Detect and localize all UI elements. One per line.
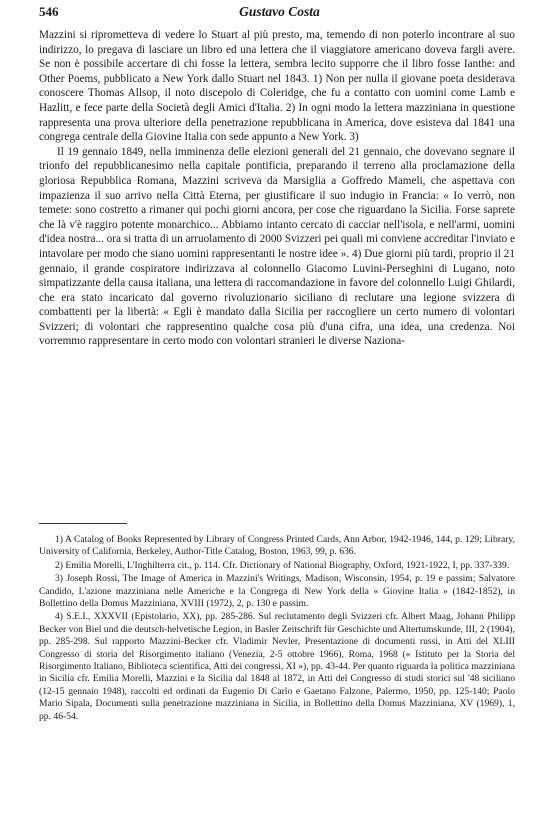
footnote-2: 2) Emilia Morelli, L'Inghilterra cit., p. 114. Cfr. Dictionary of National Biography, Oxford, 1921-1922, I, pp. 337-339. [55,559,510,571]
page-header [39,4,520,26]
footnotes [39,534,515,724]
footnote-4: 4) S.E.I., XXXVII (Epistolario, XX), pp. 285-286. Sul reclutamento degli Svizzeri cfr. Albert Maag, Johann Philipp Becker von Biel und die deutsch-helvetische Legion, in Basler Zeitschrift für Geschichte und Altertumskunde, III, 2 (1904), pp. 285-298. Sul rapporto Mazzini-Becker cfr. Vladimir Nevler, Presentazione di documenti russi, in Atti del XLIII Congresso di storia del Risorgimento italiano (Venezia, 2-5 ottobre 1966), Roma, 1968 (« Istituto per la Storia del Risorgimento Italiano, Biblioteca scientifica, Atti dei congressi, XI »), pp. 43-44. Per quanto riguarda la politica mazziniana in Sicilia cfr. Emilia Morelli, Mazzini e la Sicilia dal 1848 al 1872, in Atti del Congresso di studi storici sul '48 siciliano (12-15 gennaio 1948), raccolti ed ordinati da Eugenio Di Carlo e Gaetano Falzone, Palermo, 1950, pp. 125-140; Paolo Mario Sipala, Documenti sulla penetrazione mazziniana in Sicilia, in Bollettino della Domus Mazziniana, XV (1969), 1, pp. 46-54. [39,611,515,722]
page-number: 546 [39,4,59,19]
paragraph-1: Mazzini si riprometteva di vedere lo Stuart al più presto, ma, temendo di non poterlo incontrare al suo indirizzo, lo pregava di lasciare un libro ed una lettera che il viaggiatore americano doveva fargli avere. Se non è possibile accertare di chi fosse la lettera, sembra lecito supporre che il libro fosse Ianthe: and Other Poems, pubblicato a New York dallo Stuart nel 1843. 1) Non per nulla il giovane poeta desiderava conoscere Thomas Allsop, il noto discepolo di Coleridge, che fu a contatto con uomini come Lamb e Hazlitt, e fece parte della Società degli Amici d'Italia. 2) In ogni modo la lettera mazziniana in questione rappresenta una prova ulteriore della penetrazione repubblicana in America, dove esisteva dal 1841 una congrega centrale della Giovine Italia con sede appunto a New York. 3) [39,29,515,144]
body-text [39,28,515,349]
footnote-1: 1) A Catalog of Books Represented by Library of Congress Printed Cards, Ann Arbor, 1942-1946, 144, p. 129; Library, University of California, Berkeley, Author-Title Catalog, Boston, 1963, 99, p. 636. [39,534,515,558]
paragraph-2: Il 19 gennaio 1849, nella imminenza delle elezioni generali del 21 gennaio, che dovevano segnare il trionfo del repubblicanesimo nella capitale pontificia, preparando il terreno alla proclamazione della gloriosa Repubblica Romana, Mazzini scriveva da Marsiglia a Goffredo Mameli, che aspettava con impazienza il suo arrivo nella Città Eterna, per giustificare il suo indugio in Francia: « Io verrò, non temete: sono costretto a rimaner qui pochi giorni ancora, per cose che riguardano la Sicilia. Forse saprete che là v'è raggiro potente monarchico... Abbiamo intanto cercato di cacciar nell'isola, e nell'armi, uomini d'idea nostra... ora si tratta di un arruolamento di 2000 Svizzeri pei quali mi conviene accreditar l'inviato e intavolare per modo che siano uomini rappresentanti le nostre idee ». 4) Due giorni più tardi, proprio il 21 gennaio, il grande cospiratore indirizzava al colonnello Giacomo Luvini-Perseghini di Lugano, noto simpatizzante della causa italiana, una lettera di raccomandazione in favore del colonnello Luigi Ghilardi, che era stato incaricato dal governo rivoluzionario siciliano di reclutare una legione svizzera di combattenti per la libertà: « Egli è mandato dalla Sicilia per raccogliere un certo numero di volontari Svizzeri; di volontari che rappresentino qualche cosa più d'una cifra, una idea, una credenza. Noi vorremmo rappresentare in certo modo con volontari stranieri le diverse Naziona- [39,145,515,348]
running-head: Gustavo Costa [239,4,320,19]
footnote-3: 3) Joseph Rossi, The Image of America in Mazzini's Writings, Madison, Wisconsin, 1954, p. 19 e passim; Salvatore Candido, L'azione mazziniana nelle Americhe e la Congrega di New York della « Giovine Italia » (1842-1852), in Bollettino della Domus Mazziniana, XVIII (1972), 2, p. 130 e passim. [39,573,515,610]
footnote-separator [39,523,127,524]
